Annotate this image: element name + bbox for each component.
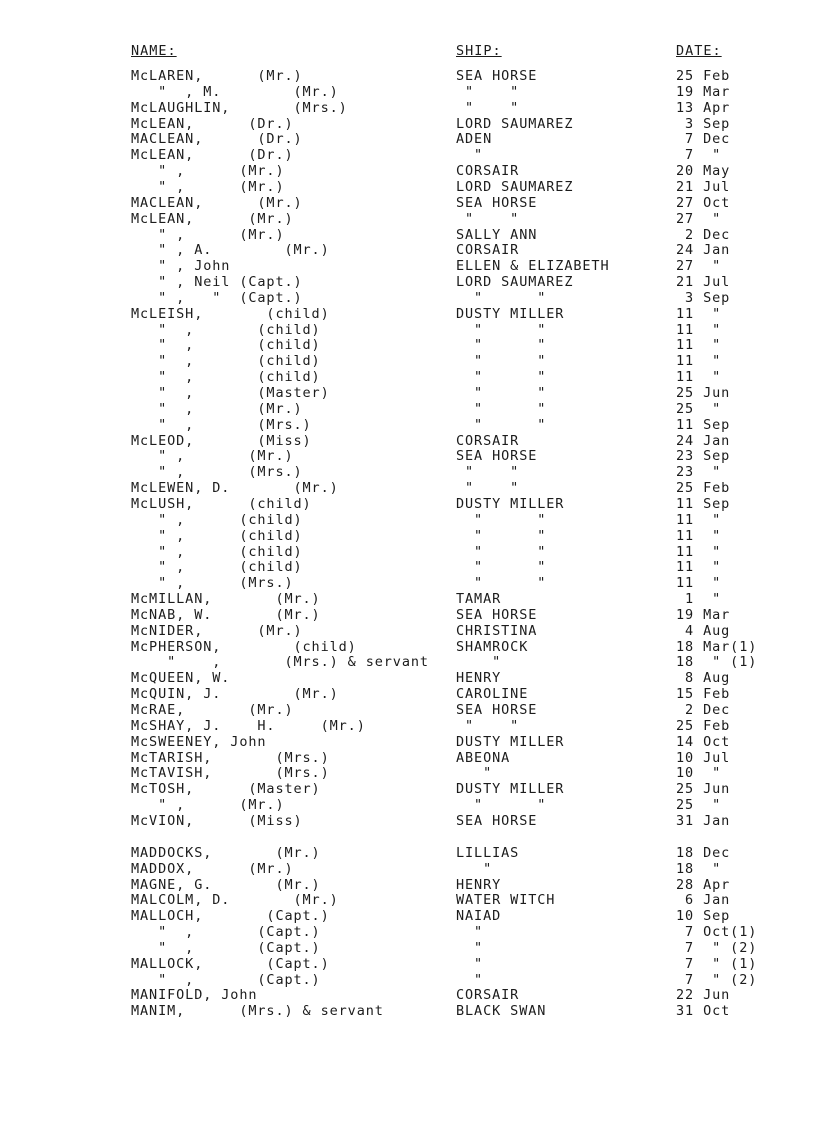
table-row	[0, 512, 816, 528]
table-row	[0, 290, 816, 306]
passenger-name-cell: MALLOCH, (Capt.)	[131, 908, 330, 925]
passenger-name-cell: McVION, (Miss)	[131, 812, 303, 829]
date-cell: 2 Dec	[676, 702, 731, 718]
date-cell: 2 Dec	[676, 226, 731, 243]
date-cell: 25 Jun	[676, 385, 731, 401]
ship-cell: " "	[456, 369, 547, 386]
table-row	[0, 131, 816, 147]
passenger-name-cell: McLEAN, (Dr.)	[131, 115, 294, 132]
ship-cell: " "	[456, 210, 520, 227]
date-cell: 1 "	[676, 591, 722, 607]
table-row	[0, 877, 816, 893]
table-row	[0, 670, 816, 686]
date-cell: 14 Oct	[676, 733, 731, 750]
date-cell: 24 Jan	[676, 432, 731, 449]
ship-cell: " "	[456, 527, 547, 544]
passenger-name-cell: " , (Mrs.) & servant	[131, 654, 429, 671]
ship-cell: "	[456, 971, 484, 988]
passenger-name-cell: " , (Mr.)	[131, 797, 285, 814]
passenger-name-cell: McNAB, W. (Mr.)	[131, 606, 321, 623]
passenger-name-cell: " , A. (Mr.)	[131, 242, 330, 259]
date-cell: 25 Feb	[676, 68, 731, 84]
ship-cell: LORD SAUMAREZ	[456, 178, 574, 195]
date-cell: 10 Jul	[676, 749, 731, 766]
ship-cell: SHAMROCK	[456, 638, 529, 655]
passenger-name-cell: McTARISH, (Mrs.)	[131, 749, 330, 766]
ship-cell: HENRY	[456, 670, 502, 687]
passenger-name-cell: " , (Mr.)	[131, 163, 285, 180]
passenger-name-cell: " , (child)	[131, 559, 303, 576]
date-cell: 23 "	[676, 464, 722, 481]
table-row	[0, 813, 816, 829]
table-row	[0, 845, 816, 861]
ship-cell: SEA HORSE	[456, 606, 538, 623]
passenger-name-cell: MADDOX, (Mr.)	[131, 860, 294, 877]
date-cell: 11 "	[676, 511, 722, 528]
ship-cell: ADEN	[456, 131, 493, 148]
date-cell: 21 Jul	[676, 178, 731, 195]
date-cell: 18 "	[676, 860, 722, 877]
date-cell: 18 Dec	[676, 844, 731, 861]
ship-cell: ELLEN & ELIZABETH	[456, 258, 610, 275]
ship-cell: DUSTY MILLER	[456, 781, 565, 798]
passenger-name-cell: McRAE, (Mr.)	[131, 702, 294, 718]
ship-cell: TAMAR	[456, 591, 502, 607]
ship-cell: WATER WITCH	[456, 892, 556, 909]
table-row	[0, 401, 816, 417]
passenger-name-cell: McLEAN, (Mr.)	[131, 210, 294, 227]
table-row	[0, 163, 816, 179]
ship-cell: " "	[456, 480, 520, 497]
table-row	[0, 417, 816, 433]
ship-cell: "	[456, 765, 493, 782]
ship-cell: ABEONA	[456, 749, 511, 766]
ship-cell: SALLY ANN	[456, 226, 538, 243]
passenger-name-cell: McTAVISH, (Mrs.)	[131, 765, 330, 782]
date-cell: 18 Mar(1)	[676, 638, 758, 655]
date-cell: 11 "	[676, 369, 722, 386]
passenger-name-cell: McSWEENEY, John	[131, 733, 267, 750]
passenger-name-cell: McQUEEN, W.	[131, 670, 231, 687]
table-row	[0, 781, 816, 797]
table-row	[0, 639, 816, 655]
ship-cell: " "	[456, 511, 547, 528]
table-row	[0, 972, 816, 988]
date-cell: 31 Oct	[676, 1003, 731, 1020]
ship-cell: DUSTY MILLER	[456, 305, 565, 322]
date-cell: 11 "	[676, 337, 722, 354]
passenger-name-cell: " , (Capt.)	[131, 924, 321, 940]
ship-cell: "	[456, 955, 484, 972]
table-row	[0, 686, 816, 702]
passenger-name-cell: McLEWEN, D. (Mr.)	[131, 480, 339, 497]
ship-cell: " "	[456, 575, 547, 592]
ship-cell: CORSAIR	[456, 432, 520, 449]
ship-cell: "	[456, 147, 484, 164]
passenger-name-cell: McNIDER, (Mr.)	[131, 622, 303, 639]
table-row	[0, 623, 816, 639]
table-row	[0, 84, 816, 100]
table-row	[0, 591, 816, 607]
table-row	[0, 306, 816, 322]
date-cell: 3 Sep	[676, 289, 731, 306]
ship-column-header: SHIP:	[456, 43, 502, 59]
date-cell: 11 Sep	[676, 495, 731, 512]
ship-cell: CORSAIR	[456, 242, 520, 259]
passenger-name-cell: " , (Mr.)	[131, 448, 294, 465]
date-cell: 19 Mar	[676, 606, 731, 623]
passenger-name-cell: MANIM, (Mrs.) & servant	[131, 1003, 384, 1020]
passenger-name-cell: " , (Mrs.)	[131, 575, 294, 592]
ship-cell: " "	[456, 289, 547, 306]
passenger-name-cell: McLEISH, (child)	[131, 305, 330, 322]
table-row	[0, 654, 816, 670]
table-row	[0, 940, 816, 956]
table-row	[0, 734, 816, 750]
passenger-name-cell: " , (Mr.)	[131, 178, 285, 195]
table-row	[0, 353, 816, 369]
date-cell: 13 Apr	[676, 99, 731, 116]
ship-cell: CHRISTINA	[456, 622, 538, 639]
passenger-name-cell: " , Neil (Capt.)	[131, 274, 303, 290]
table-row	[0, 750, 816, 766]
passenger-name-cell: McQUIN, J. (Mr.)	[131, 686, 339, 703]
date-cell: 4 Aug	[676, 622, 731, 639]
date-cell: 8 Aug	[676, 670, 731, 687]
ship-cell: LILLIAS	[456, 844, 520, 861]
table-row	[0, 258, 816, 274]
ship-cell: " "	[456, 400, 547, 417]
table-row	[0, 987, 816, 1003]
table-row	[0, 179, 816, 195]
table-row	[0, 607, 816, 623]
ship-cell: CORSAIR	[456, 987, 520, 1004]
table-row	[0, 496, 816, 512]
passenger-name-cell: MALCOLM, D. (Mr.)	[131, 892, 339, 909]
table-row	[0, 861, 816, 877]
table-row	[0, 528, 816, 544]
ship-cell: "	[456, 939, 484, 956]
passenger-name-cell: " , (child)	[131, 527, 303, 544]
date-cell: 22 Jun	[676, 987, 731, 1004]
passenger-name-cell: McLAREN, (Mr.)	[131, 68, 303, 84]
table-row	[0, 448, 816, 464]
date-cell: 18 " (1)	[676, 654, 758, 671]
ship-cell: LORD SAUMAREZ	[456, 274, 574, 290]
ship-cell: CORSAIR	[456, 163, 520, 180]
table-row	[0, 100, 816, 116]
date-cell: 10 Sep	[676, 908, 731, 925]
table-row	[0, 322, 816, 338]
ship-cell: "	[456, 654, 502, 671]
table-row	[0, 575, 816, 591]
table-row	[0, 464, 816, 480]
passenger-name-cell: MANIFOLD, John	[131, 987, 258, 1004]
ship-cell: DUSTY MILLER	[456, 495, 565, 512]
table-row	[0, 1003, 816, 1019]
date-cell: 28 Apr	[676, 876, 731, 893]
table-row	[0, 559, 816, 575]
table-row	[0, 544, 816, 560]
ship-cell: SEA HORSE	[456, 702, 538, 718]
passenger-name-cell: " , (Capt.)	[131, 971, 321, 988]
date-cell: 15 Feb	[676, 686, 731, 703]
name-column-header: NAME:	[131, 43, 177, 59]
ship-cell: " "	[456, 83, 520, 100]
date-cell: 7 Dec	[676, 131, 731, 148]
passenger-name-cell: McSHAY, J. H. (Mr.)	[131, 717, 366, 734]
passenger-name-cell: " , John	[131, 258, 231, 275]
passenger-name-cell: MACLEAN, (Mr.)	[131, 194, 303, 211]
ship-cell: DUSTY MILLER	[456, 733, 565, 750]
passenger-name-cell: " , (Mr.)	[131, 226, 285, 243]
ship-cell: HENRY	[456, 876, 502, 893]
date-cell: 11 "	[676, 305, 722, 322]
passenger-name-cell: McLEAN, (Dr.)	[131, 147, 294, 164]
date-cell: 23 Sep	[676, 448, 731, 465]
table-row	[0, 702, 816, 718]
date-cell: 11 "	[676, 321, 722, 338]
date-cell: 11 "	[676, 353, 722, 370]
table-row	[0, 369, 816, 385]
passenger-name-cell: McMILLAN, (Mr.)	[131, 591, 321, 607]
passenger-name-cell: McLEOD, (Miss)	[131, 432, 312, 449]
date-cell: 20 May	[676, 163, 731, 180]
ship-cell: " "	[456, 337, 547, 354]
date-cell: 11 "	[676, 543, 722, 560]
passenger-name-cell: " , (child)	[131, 353, 321, 370]
passenger-name-cell: MAGNE, G. (Mr.)	[131, 876, 321, 893]
date-cell: 31 Jan	[676, 812, 731, 829]
table-row	[0, 337, 816, 353]
ship-cell: BLACK SWAN	[456, 1003, 547, 1020]
date-cell: 25 "	[676, 797, 722, 814]
passenger-name-cell: McLAUGHLIN, (Mrs.)	[131, 99, 348, 116]
table-row	[0, 433, 816, 449]
passenger-name-cell: " , (child)	[131, 321, 321, 338]
ship-cell: NAIAD	[456, 908, 502, 925]
date-cell: 25 "	[676, 400, 722, 417]
ship-cell: SEA HORSE	[456, 812, 538, 829]
passenger-name-cell: McPHERSON, (child)	[131, 638, 357, 655]
table-row	[0, 765, 816, 781]
date-cell: 25 Feb	[676, 480, 731, 497]
table-row	[0, 242, 816, 258]
date-cell: 11 "	[676, 559, 722, 576]
table-row	[0, 227, 816, 243]
date-cell: 21 Jul	[676, 274, 731, 290]
date-cell: 10 "	[676, 765, 722, 782]
passenger-name-cell: " , (child)	[131, 369, 321, 386]
date-cell: 19 Mar	[676, 83, 731, 100]
ship-cell: " "	[456, 353, 547, 370]
passenger-name-cell: McLUSH, (child)	[131, 495, 312, 512]
table-row	[0, 385, 816, 401]
date-cell: 3 Sep	[676, 115, 731, 132]
passenger-name-cell: " , (Mrs.)	[131, 416, 312, 433]
date-cell: 7 " (1)	[676, 955, 758, 972]
passenger-name-cell: " , (child)	[131, 337, 321, 354]
passenger-name-cell: MADDOCKS, (Mr.)	[131, 844, 321, 861]
ship-cell: " "	[456, 717, 520, 734]
ship-cell: "	[456, 924, 484, 940]
ship-cell: " "	[456, 99, 520, 116]
passenger-name-cell: " , " (Capt.)	[131, 289, 303, 306]
date-cell: 11 Sep	[676, 416, 731, 433]
passenger-name-cell: " , (Mrs.)	[131, 464, 303, 481]
table-row	[0, 116, 816, 132]
passenger-name-cell: " , M. (Mr.)	[131, 83, 339, 100]
ship-cell: SEA HORSE	[456, 194, 538, 211]
date-cell: 7 " (2)	[676, 939, 758, 956]
date-cell: 11 "	[676, 527, 722, 544]
table-row	[0, 274, 816, 290]
table-row	[0, 68, 816, 84]
ship-cell: LORD SAUMAREZ	[456, 115, 574, 132]
ship-cell: " "	[456, 385, 547, 401]
passenger-name-cell: " , (Capt.)	[131, 939, 321, 956]
passenger-name-cell: " , (Master)	[131, 385, 330, 401]
date-cell: 7 " (2)	[676, 971, 758, 988]
ship-cell: " "	[456, 543, 547, 560]
date-cell: 25 Feb	[676, 717, 731, 734]
date-cell: 11 "	[676, 575, 722, 592]
passenger-name-cell: McTOSH, (Master)	[131, 781, 321, 798]
ship-cell: CAROLINE	[456, 686, 529, 703]
ship-cell: " "	[456, 416, 547, 433]
date-cell: 25 Jun	[676, 781, 731, 798]
table-row	[0, 718, 816, 734]
date-cell: 6 Jan	[676, 892, 731, 909]
date-cell: 7 Oct(1)	[676, 924, 758, 940]
date-cell: 27 "	[676, 210, 722, 227]
ship-cell: SEA HORSE	[456, 448, 538, 465]
ship-cell: SEA HORSE	[456, 68, 538, 84]
ship-cell: " "	[456, 321, 547, 338]
date-cell: 7 "	[676, 147, 722, 164]
table-row	[0, 797, 816, 813]
table-row	[0, 480, 816, 496]
ship-cell: " "	[456, 559, 547, 576]
ship-cell: " "	[456, 464, 520, 481]
table-row	[0, 924, 816, 940]
date-cell: 24 Jan	[676, 242, 731, 259]
table-row	[0, 956, 816, 972]
ship-cell: "	[456, 860, 493, 877]
date-cell: 27 Oct	[676, 194, 731, 211]
passenger-name-cell: " , (child)	[131, 511, 303, 528]
passenger-name-cell: " , (Mr.)	[131, 400, 303, 417]
passenger-name-cell: " , (child)	[131, 543, 303, 560]
date-column-header: DATE:	[676, 43, 722, 59]
ship-cell: " "	[456, 797, 547, 814]
table-row	[0, 147, 816, 163]
date-cell: 27 "	[676, 258, 722, 275]
table-row	[0, 892, 816, 908]
passenger-name-cell: MACLEAN, (Dr.)	[131, 131, 303, 148]
table-row	[0, 908, 816, 924]
table-row	[0, 195, 816, 211]
table-row	[0, 211, 816, 227]
passenger-name-cell: MALLOCK, (Capt.)	[131, 955, 330, 972]
